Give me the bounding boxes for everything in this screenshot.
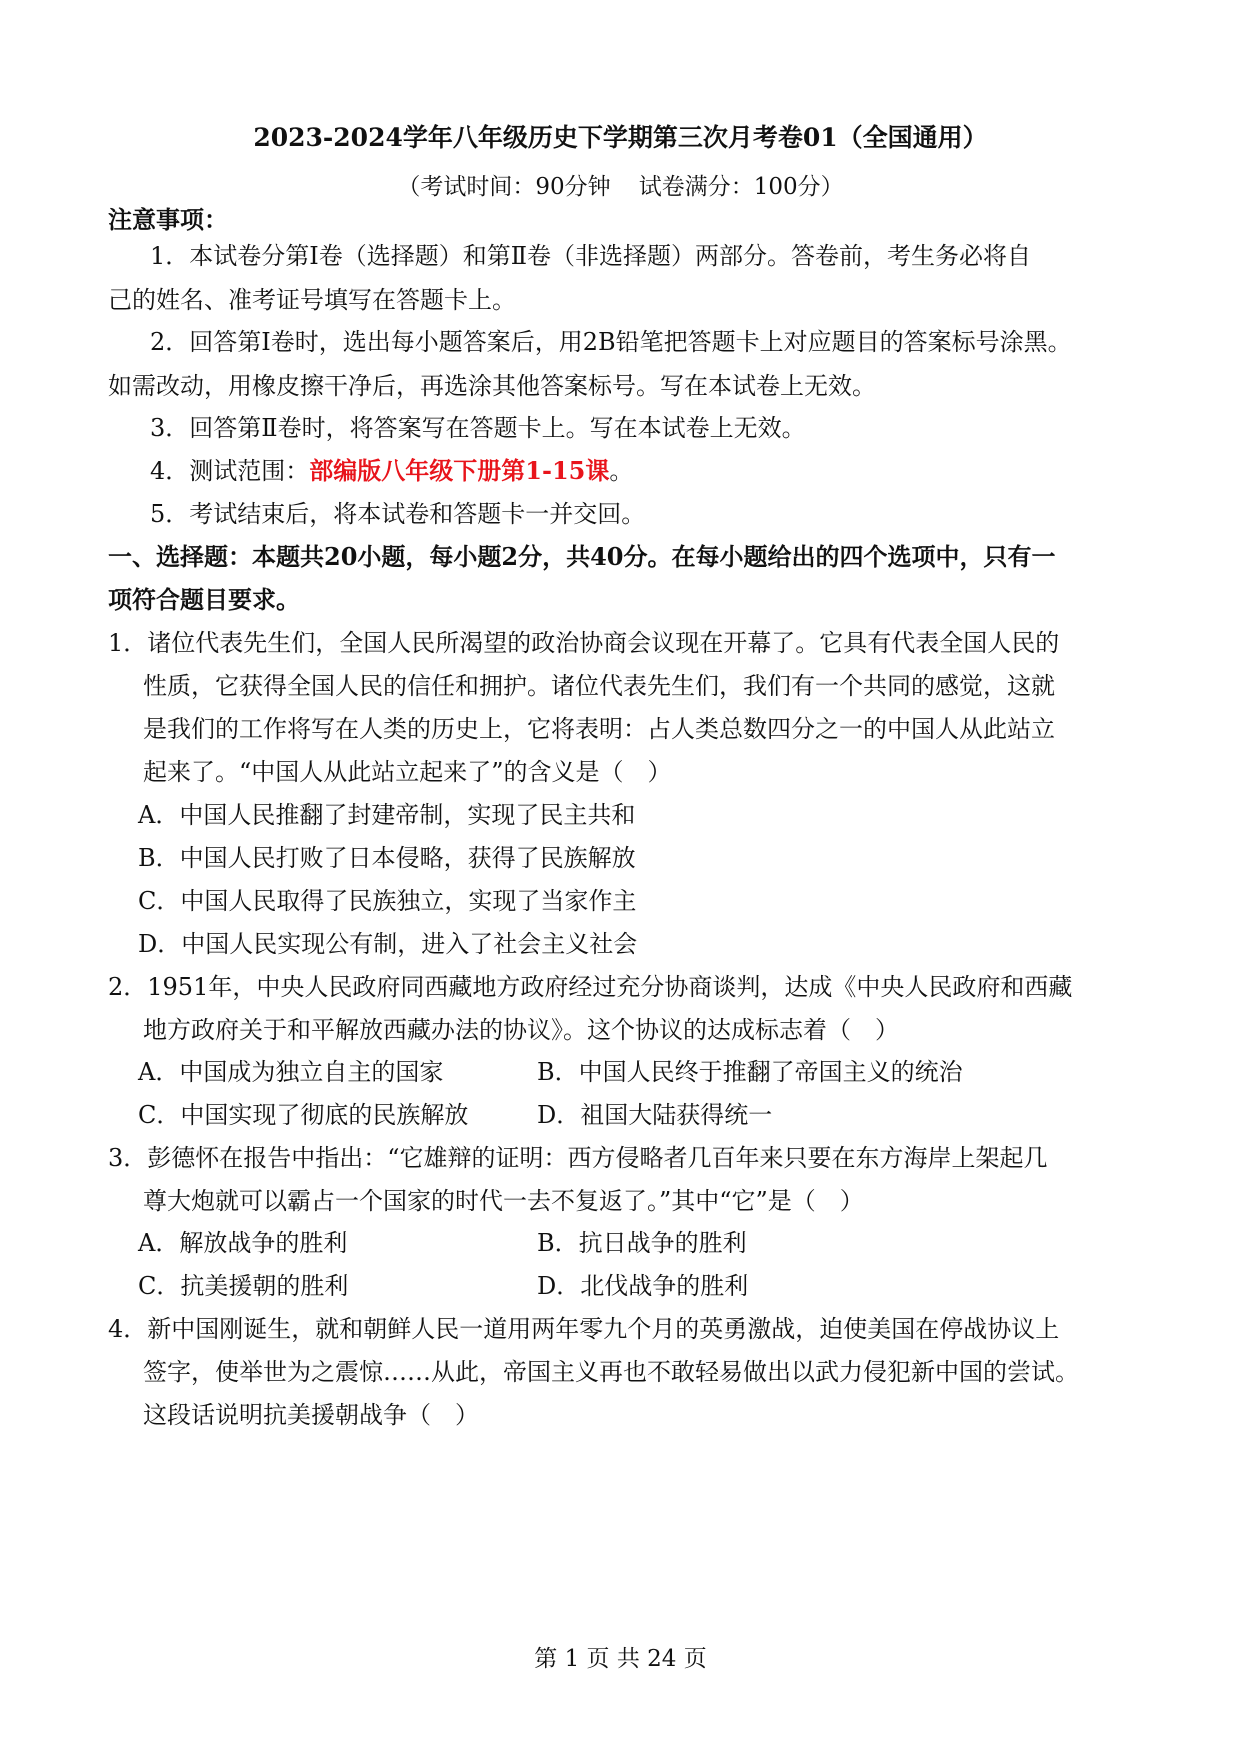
q2-stem-line2: 地方政府关于和平解放西藏办法的协议》。这个协议的达成标志着（ ） [143,1016,899,1044]
q1-option-b: B．中国人民打败了日本侵略，获得了民族解放 [138,844,636,872]
exam-title: 2023-2024学年八年级历史下学期第三次月考卷01（全国通用） [253,123,988,152]
q2-option-c: C．中国实现了彻底的民族解放 [138,1101,469,1129]
notice-item-1b: 己的姓名、准考证号填写在答题卡上。 [108,286,516,314]
exam-score: 试卷满分：100分） [638,174,844,200]
section-heading-line1: 一、选择题：本题共20小题，每小题2分，共40分。在每小题给出的四个选项中，只有一 [108,542,1056,571]
q1-stem-line2: 性质，它获得全国人民的信任和拥护。诸位代表先生们，我们有一个共同的感觉，这就 [143,672,1055,700]
q1-stem-line1: 1．诸位代表先生们，全国人民所渴望的政治协商会议现在开幕了。它具有代表全国人民的 [108,629,1060,657]
q4-stem-line2: 签字，使举世为之震惊……从此，帝国主义再也不敢轻易做出以武力侵犯新中国的尝试。 [143,1358,1079,1386]
notice-item-2a: 2．回答第Ⅰ卷时，选出每小题答案后，用2B铅笔把答题卡上对应题目的答案标号涂黑。 [150,328,1072,356]
q2-stem-line1: 2．1951年，中央人民政府同西藏地方政府经过充分协商谈判，达成《中央人民政府和西藏 [108,973,1073,1001]
notice-item-3: 3．回答第Ⅱ卷时，将答案写在答题卡上。写在本试卷上无效。 [150,414,806,442]
q3-option-c: C．抗美援朝的胜利 [138,1272,349,1300]
q1-option-d: D．中国人民实现公有制，进入了社会主义社会 [138,930,638,958]
q4-stem-line3: 这段话说明抗美援朝战争（ ） [143,1401,479,1429]
notice-item-2b: 如需改动，用橡皮擦干净后，再选涂其他答案标号。写在本试卷上无效。 [108,372,876,400]
q3-stem-line2: 尊大炮就可以霸占一个国家的时代一去不复返了。”其中“它”是（ ） [143,1187,864,1215]
q2-option-a: A．中国成为独立自主的国家 [138,1058,444,1086]
q3-option-b: B．抗日战争的胜利 [537,1229,747,1257]
q3-option-d: D．北伐战争的胜利 [537,1272,749,1300]
page-footer: 第 1 页 共 24 页 [534,1646,707,1672]
exam-time: （考试时间：90分钟 [397,174,611,200]
test-range: 部编版八年级下册第1-15课 [309,456,610,485]
q3-stem-line1: 3．彭德怀在报告中指出：“它雄辩的证明：西方侵略者几百年来只要在东方海岸上架起几 [108,1144,1048,1172]
notice-item-4-prefix: 4．测试范围： [150,457,310,485]
notice-heading: 注意事项： [108,205,228,234]
q1-option-c: C．中国人民取得了民族独立，实现了当家作主 [138,887,637,915]
q2-option-d: D．祖国大陆获得统一 [537,1101,773,1129]
q1-stem-line4: 起来了。“中国人从此站立起来了”的含义是（ ） [143,758,672,786]
q4-stem-line1: 4．新中国刚诞生，就和朝鲜人民一道用两年零九个月的英勇激战，迫使美国在停战协议上 [108,1315,1060,1343]
q2-option-b: B．中国人民终于推翻了帝国主义的统治 [537,1058,963,1086]
section-heading-line2: 项符合题目要求。 [108,585,300,614]
notice-item-5: 5．考试结束后，将本试卷和答题卡一并交回。 [150,500,646,528]
q1-option-a: A．中国人民推翻了封建帝制，实现了民主共和 [138,801,636,829]
q3-option-a: A．解放战争的胜利 [138,1229,348,1257]
notice-item-4-suffix: 。 [609,457,634,485]
exam-subtitle [0,168,1241,201]
notice-item-4 [150,451,633,486]
notice-item-1a: 1．本试卷分第Ⅰ卷（选择题）和第Ⅱ卷（非选择题）两部分。答卷前，考生务必将自 [150,242,1032,270]
q1-stem-line3: 是我们的工作将写在人类的历史上，它将表明：占人类总数四分之一的中国人从此站立 [143,715,1055,743]
